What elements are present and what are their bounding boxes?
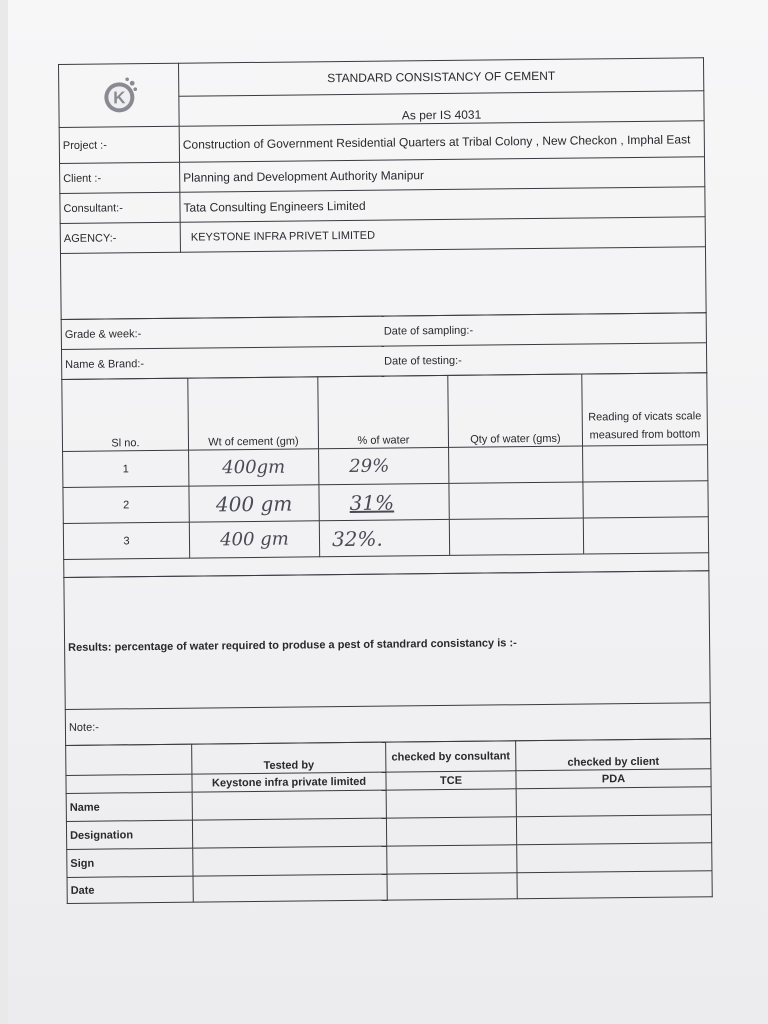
project-label: Project :-: [59, 126, 179, 163]
row-water-handwritten: 31%: [319, 483, 449, 520]
consultant-label: Consultant:-: [60, 192, 180, 223]
company-logo-icon: [97, 73, 141, 117]
row-sl: 2: [63, 486, 189, 523]
sig-row-sign: Sign: [67, 848, 193, 877]
agency-label: AGENCY:-: [60, 222, 180, 253]
results-table: [63, 570, 711, 746]
sig-row-date: Date: [67, 876, 193, 903]
tested-org: Keystone infra private limited: [192, 772, 386, 792]
sig-row-name: Name: [66, 792, 192, 821]
checked-by-consultant: checked by consultant: [386, 741, 516, 772]
form-title: STANDARD CONSISTANCY OF CEMENT: [178, 58, 703, 96]
row-wt-handwritten: 400gm: [189, 449, 319, 486]
brand-label: Name & Brand:-: [61, 346, 384, 379]
sig-blank-cell: [66, 774, 192, 793]
header-water-percent: % of water: [318, 375, 449, 448]
consultant-org: TCE: [386, 771, 516, 790]
grade-label: Grade & week:-: [61, 316, 384, 349]
sig-blank-cell: [66, 744, 192, 775]
header-wt-cement: Wt of cement (gm): [188, 377, 319, 450]
row-qty: [449, 518, 583, 555]
row-water-handwritten: 29%: [319, 447, 449, 484]
consultant-value: Tata Consulting Engineers Limited: [180, 187, 705, 222]
project-value: Construction of Government Residential Quarters at Tribal Colony , New Checkon , Imphal East: [179, 121, 704, 162]
blank-row: [60, 247, 706, 320]
test-table: [61, 372, 709, 578]
signature-table: [65, 738, 713, 904]
row-wt-handwritten: 400 gm: [189, 485, 319, 522]
tested-by: Tested by: [192, 742, 386, 774]
header-sl-no: Sl no.: [62, 378, 189, 451]
svg-text:K: K: [112, 88, 126, 108]
meta-table: [61, 312, 708, 380]
header-qty-water: Qty of water (gms): [448, 374, 583, 447]
row-reading: [583, 481, 708, 518]
client-org: PDA: [516, 769, 711, 789]
client-label: Client :-: [60, 162, 180, 193]
note-label: Note:-: [65, 703, 710, 746]
client-value: Planning and Development Authority Manipur: [180, 157, 705, 192]
row-reading: [583, 445, 708, 482]
row-sl: 3: [63, 522, 189, 559]
logo-cell: [59, 63, 180, 127]
testing-label: Date of testing:-: [384, 343, 707, 376]
row-sl: 1: [63, 450, 189, 487]
cement-consistency-form: [58, 57, 713, 904]
sampling-label: Date of sampling:-: [384, 313, 707, 346]
header-vicat-reading: Reading of vicats scale measured from bottom: [582, 373, 708, 446]
row-wt-handwritten: 400 gm: [189, 521, 319, 558]
row-reading: [583, 517, 708, 554]
header-table: [58, 57, 707, 320]
row-water-handwritten: 32%.: [319, 519, 449, 556]
sig-row-designation: Designation: [66, 820, 192, 849]
results-text: Results: percentage of water required to produse a pest of standrard consistancy is :-: [64, 571, 710, 710]
agency-value: KEYSTONE INFRA PRIVET LIMITED: [180, 217, 705, 252]
row-qty: [449, 482, 583, 519]
row-qty: [449, 446, 583, 483]
checked-by-client: checked by client: [516, 739, 711, 771]
standard-reference: As per IS 4031: [179, 90, 704, 126]
